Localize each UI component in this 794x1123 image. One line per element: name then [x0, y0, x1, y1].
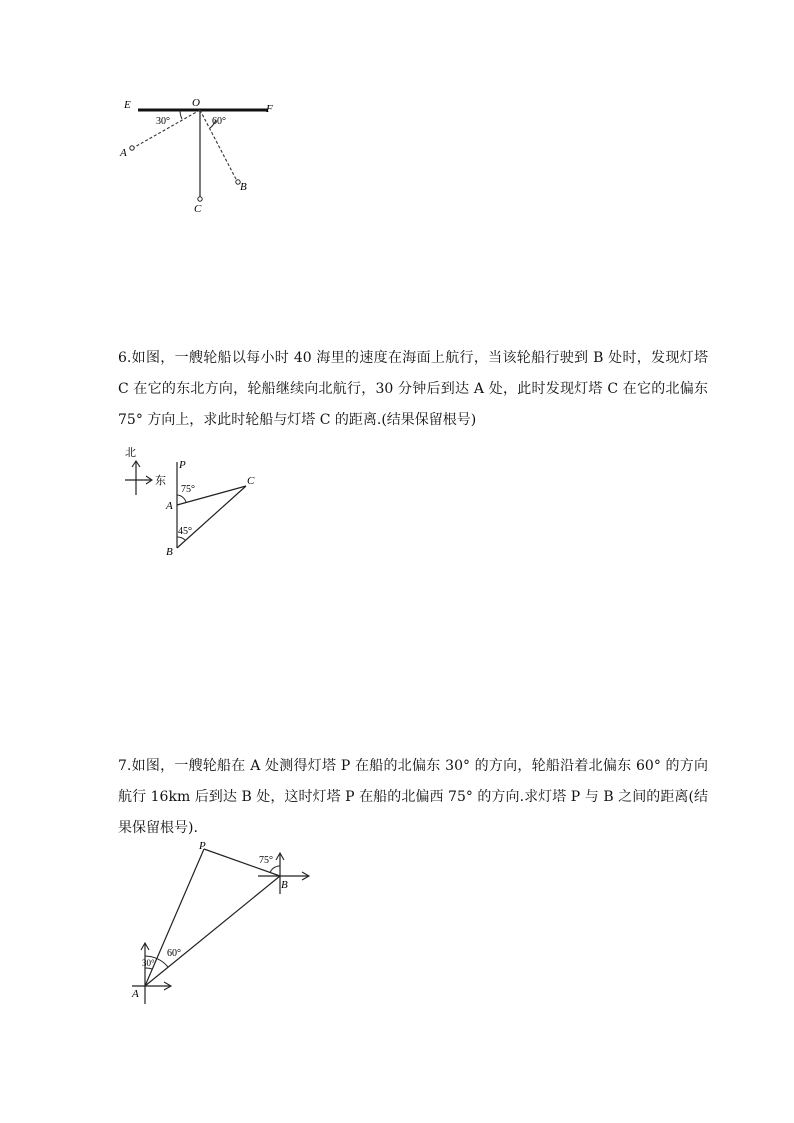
angle-label-75: 75° [259, 855, 273, 866]
arc-75 [177, 495, 186, 502]
label-b: B [240, 181, 247, 193]
label-p: P [199, 840, 206, 852]
label-a: A [166, 500, 173, 512]
label-c: C [247, 475, 255, 487]
arc-30 [145, 968, 152, 969]
arc-45 [177, 537, 185, 540]
angle-label-75: 75° [181, 484, 195, 495]
label-f: F [266, 103, 273, 115]
line-ab [145, 876, 280, 986]
compass-east-label: 东 [155, 475, 166, 487]
label-a: A [120, 147, 127, 159]
angle-label-60: 60° [212, 116, 226, 127]
point-c [198, 197, 202, 201]
label-e: E [124, 99, 131, 111]
angle-label-30: 30° [142, 958, 155, 968]
label-c: C [194, 203, 202, 215]
angle-label-60: 60° [167, 948, 181, 959]
figure-problem-7-svg [118, 836, 318, 1006]
figure-rays-eof-svg [110, 88, 290, 228]
figure-rays-eof [110, 88, 290, 228]
arc-75 [270, 866, 280, 873]
problem-7-text: 7.如图，一艘轮船在 A 处测得灯塔 P 在船的北偏东 30° 的方向，轮船沿着北偏东 60° 的方向航行 16km 后到达 B 处，这时灯塔 P 在船的北偏西 75° 的方向.求灯塔 P 与 B 之间的距离(结果保留根号). [118, 758, 708, 836]
label-b: B [166, 546, 173, 558]
figure-problem-7 [118, 836, 318, 1006]
label-o: O [192, 97, 200, 109]
angle-label-45: 45° [178, 526, 192, 537]
compass-north-label: 北 [125, 447, 136, 459]
label-b: B [281, 879, 288, 891]
label-p: P [179, 459, 186, 471]
figure-problem-6-svg [118, 440, 268, 565]
angle-label-30: 30° [156, 116, 170, 127]
figure-problem-6 [118, 440, 268, 565]
point-a [130, 146, 134, 150]
problem-6 [118, 343, 708, 436]
label-a: A [132, 988, 139, 1000]
problem-6-text: 6.如图，一艘轮船以每小时 40 海里的速度在海面上航行，当该轮船行驶到 B 处时，发现灯塔 C 在它的东北方向，轮船继续向北航行，30 分钟后到达 A 处，此时发现灯塔 C 在它的北偏东 75° 方向上，求此时轮船与灯塔 C 的距离.(结果保留根号) [118, 350, 708, 428]
problem-7 [118, 751, 708, 844]
